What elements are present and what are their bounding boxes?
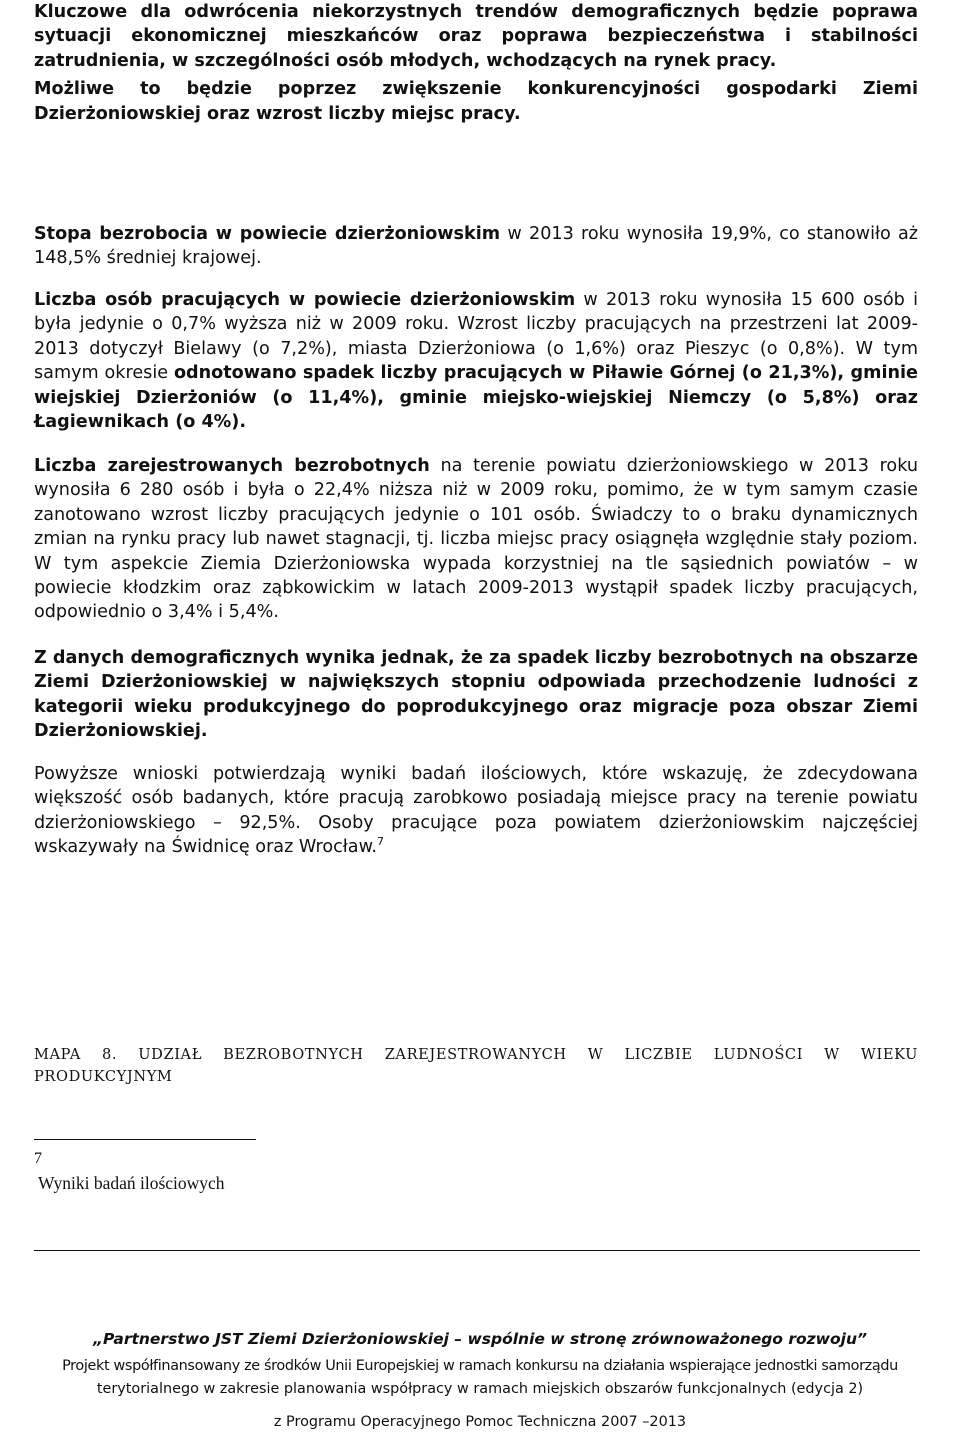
footer-separator	[34, 1250, 920, 1251]
paragraph-survey-results	[34, 762, 918, 860]
footnote-reference[interactable]: 7	[376, 835, 384, 849]
employed-decline-text: odnotowano spadek liczby pracujących w Piławie Górnej (o 21,3%), gminie wiejskiej Dzierżoniów (o 11,4%), gminie miejsko-wiejskiej Niemczy (o 5,8%) oraz Łagiewnikach (o 4%).	[34, 363, 918, 433]
employed-count-label: Liczba osób pracujących w powiecie dzierżoniowskim	[34, 290, 576, 310]
footer-partnership-title: „Partnerstwo JST Ziemi Dzierżoniowskiej – wspólnie w stronę zrównoważonego rozwoju”	[93, 1330, 867, 1348]
paragraph-registered-unemployed	[34, 454, 918, 625]
paragraph-employed-count	[34, 288, 918, 434]
unemployment-rate-text: w 2013 roku wynosiła 19,9%, co stanowiło aż 148,5% średniej krajowej.	[34, 224, 918, 269]
registered-unemployed-text: na terenie powiatu dzierżoniowskiego w 2013 roku wynosiła 6 280 osób i była o 22,4% niższa niż w 2009 roku, pomimo, że w tym samym czasie zanotowano wzrost liczby pracujących jedynie o 101 osób. Świadczy to o braku dynamicznych zmian na rynku pracy lub nawet stagnacji, tj. liczba miejsc pracy osiągnęła względnie stały poziom. W tym aspekcie Ziemia Dzierżoniowska wypada korzystniej na tle sąsiednich powiatów – w powiecie kłodzkim oraz ząbkowickim w latach 2009-2013 wystąpił spadek liczby pracujących, odpowiednio o 3,4% i 5,4%.	[34, 456, 918, 623]
map-caption: MAPA 8. UDZIAŁ BEZROBOTNYCH ZAREJESTROWANYCH W LICZBIE LUDNOŚCI W WIEKU PRODUKCYJNYM	[34, 1046, 918, 1085]
footnote-separator	[34, 1139, 256, 1140]
footer-cofinancing-line: Projekt współfinansowany ze środków Unii Europejskiej w ramach konkursu na działania wspierające jednostki samorządu	[62, 1358, 898, 1374]
paragraph-demographic-conclusion	[34, 646, 918, 744]
paragraph-unemployment-rate	[34, 222, 918, 271]
demographic-conclusion-text: Z danych demograficznych wynika jednak, że za spadek liczby bezrobotnych na obszarze Ziemi Dzierżoniowskiej w największych stopniu odpowiada przechodzenie ludności z kategorii wieku produkcyjnego do poprodukcyjnego oraz migracje poza obszar Ziemi Dzierżoniowskiej.	[34, 648, 918, 742]
footer-cofinancing-line-2: terytorialnego w zakresie planowania współpracy w ramach miejskich obszarów funkcjonalnych (edycja 2)	[96, 1381, 864, 1397]
unemployment-rate-label: Stopa bezrobocia w powiecie dzierżoniowskim	[34, 224, 501, 244]
footer-program-line: z Programu Operacyjnego Pomoc Techniczna 2007 –2013	[273, 1414, 687, 1430]
footnote-text: Wyniki badań ilościowych	[38, 1173, 225, 1193]
footnote-number: 7	[34, 1150, 42, 1167]
key-conditions-bold-tail: Możliwe to będzie poprzez zwiększenie konkurencyjności gospodarki Ziemi Dzierżoniowskiej oraz wzrost liczby miejsc pracy.	[34, 79, 918, 124]
survey-results-text: Powyższe wnioski potwierdzają wyniki badań ilościowych, które wskazuję, że zdecydowana większość osób badanych, które pracują zarobkowo posiadają miejsce pracy na terenie powiatu dzierżoniowskiego – 92,5%. Osoby pracujące poza powiatem dzierżoniowskim najczęściej wskazywały na Świdnicę oraz Wrocław.	[34, 764, 918, 858]
registered-unemployed-label: Liczba zarejestrowanych bezrobotnych	[34, 456, 430, 476]
employed-count-text: w 2013 roku wynosiła 15 600 osób i była jedynie o 0,7% wyższa niż w 2009 roku. Wzrost liczby pracujących na przestrzeni lat 2009-2013 dotyczył Bielawy (o 7,2%), miasta Dzierżoniowa (o 1,6%) oraz Pieszyc (o 0,8%). W tym samym okresie	[34, 290, 918, 384]
key-conditions-bold: Kluczowe dla odwrócenia niekorzystnych trendów demograficznych będzie poprawa sytuacji ekonomicznej mieszkańców oraz poprawa bezpieczeństwa i stabilności zatrudnienia, w szczególności osób młodych, wchodzących na rynek pracy.	[34, 2, 918, 71]
paragraph-key-conditions	[34, 0, 918, 126]
